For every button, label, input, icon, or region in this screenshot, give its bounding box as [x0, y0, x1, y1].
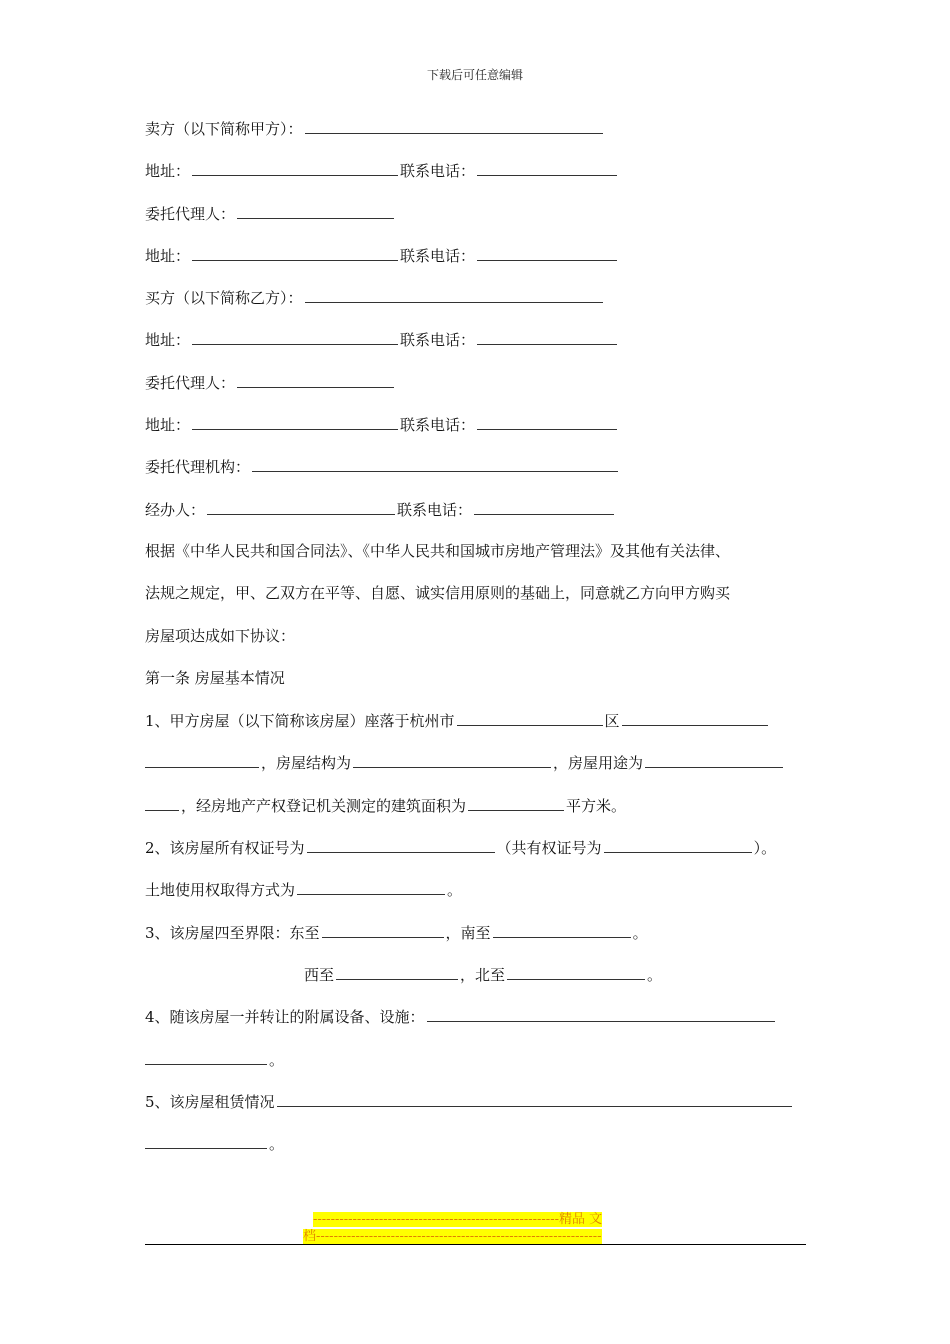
seller-agent-address-line [145, 245, 619, 265]
seller-agent-label: 委托代理人： [145, 205, 236, 223]
agency-blank[interactable] [252, 456, 618, 472]
page-header: 下载后可任意编辑 [426, 68, 523, 82]
co-ownership-cert-blank[interactable] [604, 837, 752, 853]
seller-address-line [145, 160, 619, 180]
article-1-title: 第一条 房屋基本情况 [145, 669, 285, 687]
clause-1-text-a: 1、甲方房屋（以下简称该房屋）座落于杭州市 [145, 712, 455, 730]
buyer-name-blank[interactable] [305, 287, 603, 303]
buyer-line [145, 287, 605, 307]
buyer-address-line [145, 329, 619, 349]
buyer-agent-address-line [145, 414, 619, 434]
buyer-phone-blank[interactable] [477, 329, 617, 345]
facilities-blank[interactable] [427, 1006, 775, 1022]
clause-5-line-1 [145, 1091, 794, 1111]
clause-1-text-c: ，房屋结构为 [261, 754, 352, 772]
clause-2-text-d: 土地使用权取得方式为 [145, 881, 296, 899]
buyer-agent-phone-label: 联系电话： [400, 416, 476, 434]
seller-name-blank[interactable] [305, 118, 603, 134]
structure-blank[interactable] [353, 752, 551, 768]
buyer-agent-address-label: 地址： [145, 416, 191, 434]
usage-continued-blank[interactable] [145, 795, 179, 811]
clause-2-line-1 [145, 837, 776, 857]
north-boundary-blank[interactable] [507, 964, 645, 980]
clause-3-text-e: ，北至 [460, 966, 506, 984]
seller-label: 卖方（以下简称甲方）： [145, 120, 303, 138]
clause-5-text-b: 。 [269, 1135, 285, 1153]
handler-line [145, 499, 616, 519]
clause-1-line-2 [145, 752, 785, 772]
seller-phone-label: 联系电话： [400, 162, 476, 180]
footer-line-2: 档----------------------------------------------------------------- [303, 1229, 602, 1244]
usage-blank[interactable] [645, 752, 783, 768]
seller-agent-line [145, 203, 396, 223]
land-use-blank[interactable] [297, 879, 445, 895]
clause-2-text-a: 2、该房屋所有权证号为 [145, 839, 305, 857]
clause-3-line-2 [304, 964, 662, 984]
city-district-blank[interactable] [457, 710, 603, 726]
agency-label: 委托代理机构： [145, 458, 251, 476]
clause-4-line-2 [145, 1049, 284, 1069]
lease-blank[interactable] [277, 1091, 792, 1107]
clause-2-text-e: 。 [447, 881, 463, 899]
buyer-agent-line [145, 372, 396, 392]
clause-1-text-d: ，房屋用途为 [553, 754, 644, 772]
buyer-phone-label: 联系电话： [400, 331, 476, 349]
west-boundary-blank[interactable] [336, 964, 458, 980]
east-boundary-blank[interactable] [322, 922, 444, 938]
clause-4-line-1 [145, 1006, 777, 1026]
footer-line-1: --------------------------------------------------------精品 文 [313, 1212, 603, 1227]
preamble-line-1: 根据《中华人民共和国合同法》、《中华人民共和国城市房地产管理法》及其他有关法律、 [145, 542, 731, 560]
clause-1-line-3 [145, 795, 626, 815]
clause-2-text-c: ）。 [753, 839, 777, 857]
clause-4-text-b: 。 [269, 1051, 285, 1069]
clause-1-text-f: 平方米。 [566, 797, 627, 815]
seller-agent-phone-blank[interactable] [477, 245, 617, 261]
clause-1-line-1 [145, 710, 770, 730]
clause-3-text-c: 。 [632, 924, 648, 942]
seller-line [145, 118, 605, 138]
clause-3-text-b: ，南至 [445, 924, 491, 942]
clause-3-text-a: 3、该房屋四至界限：东至 [145, 924, 320, 942]
footer-rule [145, 1244, 806, 1245]
seller-agent-address-blank[interactable] [192, 245, 398, 261]
clause-1-text-e: ，经房地产产权登记机关测定的建筑面积为 [181, 797, 467, 815]
buyer-agent-address-blank[interactable] [192, 414, 398, 430]
facilities-continued-blank[interactable] [145, 1049, 267, 1065]
clause-3-line-1 [145, 922, 648, 942]
seller-address-blank[interactable] [192, 160, 398, 176]
handler-label: 经办人： [145, 501, 206, 519]
clause-5-line-2 [145, 1133, 284, 1153]
seller-agent-address-label: 地址： [145, 247, 191, 265]
handler-phone-label: 联系电话： [397, 501, 473, 519]
south-boundary-blank[interactable] [493, 922, 631, 938]
clause-1-text-b: 区 [604, 712, 620, 730]
district-blank[interactable] [622, 710, 768, 726]
buyer-label: 买方（以下简称乙方）： [145, 289, 303, 307]
lease-continued-blank[interactable] [145, 1133, 267, 1149]
clause-3-text-d: 西至 [304, 966, 335, 984]
seller-agent-phone-label: 联系电话： [400, 247, 476, 265]
preamble-line-2: 法规之规定，甲、乙双方在平等、自愿、诚实信用原则的基础上，同意就乙方向甲方购买 [145, 584, 731, 602]
buyer-agent-phone-blank[interactable] [477, 414, 617, 430]
handler-blank[interactable] [207, 499, 395, 515]
ownership-cert-blank[interactable] [307, 837, 495, 853]
clause-5-text-a: 5、该房屋租赁情况 [145, 1093, 275, 1111]
preamble-line-3: 房屋项达成如下协议： [145, 627, 296, 645]
clause-4-text-a: 4、随该房屋一并转让的附属设备、设施： [145, 1008, 425, 1026]
seller-address-label: 地址： [145, 162, 191, 180]
buyer-address-blank[interactable] [192, 329, 398, 345]
buyer-agent-blank[interactable] [237, 372, 394, 388]
seller-phone-blank[interactable] [477, 160, 617, 176]
area-blank[interactable] [468, 795, 564, 811]
buyer-address-label: 地址： [145, 331, 191, 349]
clause-2-text-b: （共有权证号为 [496, 839, 602, 857]
buyer-agent-label: 委托代理人： [145, 374, 236, 392]
seller-agent-blank[interactable] [237, 203, 394, 219]
clause-3-text-f: 。 [647, 966, 663, 984]
handler-phone-blank[interactable] [474, 499, 614, 515]
location-continued-blank[interactable] [145, 752, 259, 768]
clause-2-line-2 [145, 879, 462, 899]
footer-watermark [303, 1211, 648, 1245]
agency-line [145, 456, 620, 476]
